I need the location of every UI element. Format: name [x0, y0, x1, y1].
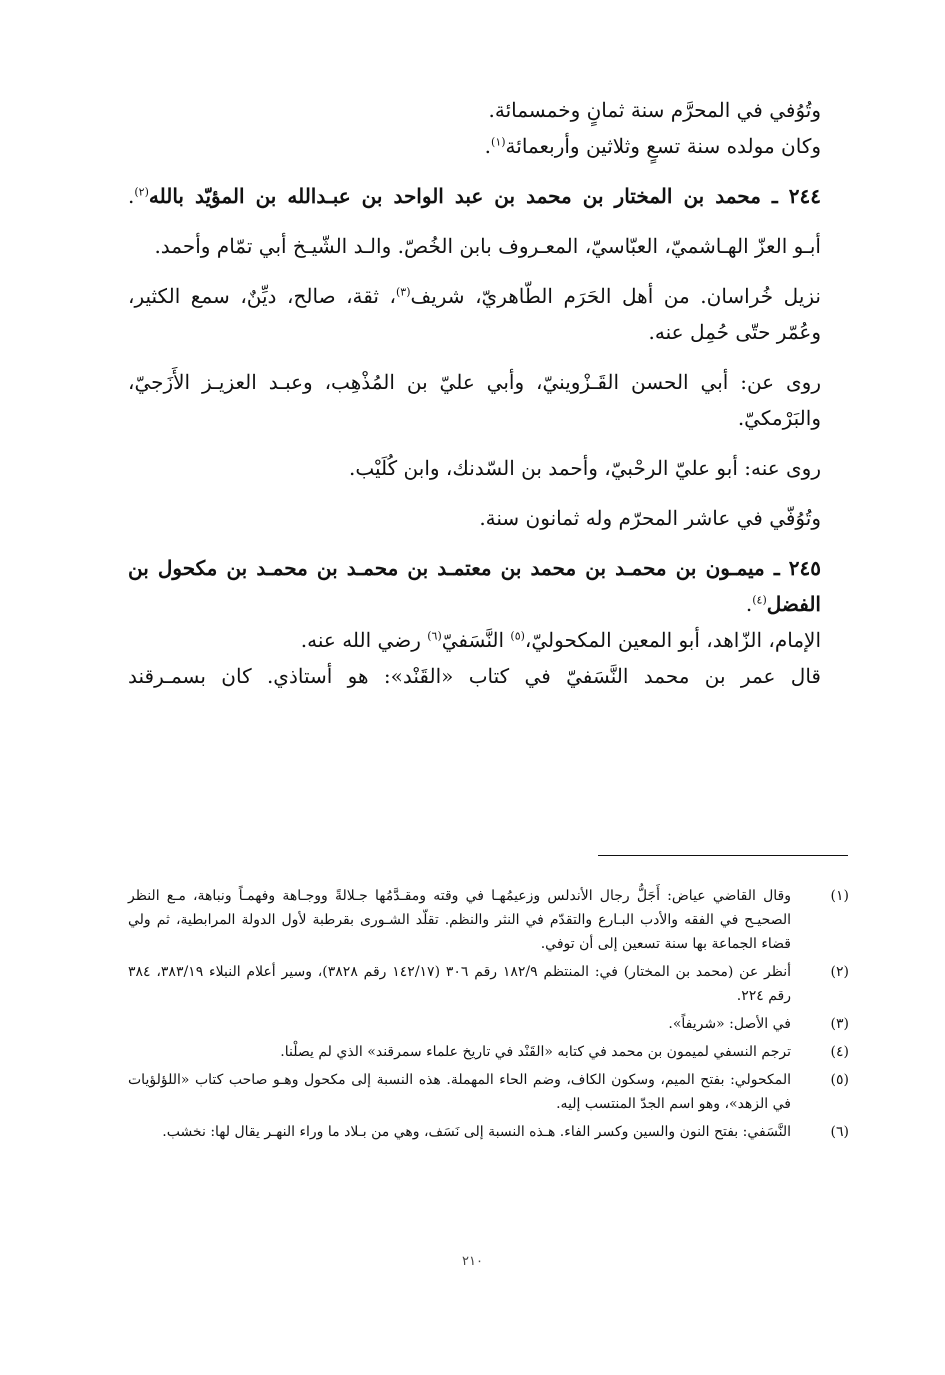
footnote-item — [128, 1120, 849, 1144]
footnote-item — [128, 884, 849, 956]
entry-separator: ـ — [760, 184, 789, 208]
footnotes — [128, 884, 849, 1148]
paragraph-text: أبـو العزّ الهـاشميّ، العبّاسيّ، المعـروف بابن الخُصّ. والـد الشّيـخ أبي تمّام وأحمد. — [154, 234, 821, 258]
paragraph-text: قال عمر بن محمد النَّسَفيّ في كتاب «القَنْد»: هو أستاذي. كان بسمـرقند — [128, 664, 821, 688]
footnote-text: وقال القاضي عياض: أَجَلُّ رجال الأندلس وزعيمُهـا في وقته ومقـدَّمُها جـلالةً ووجـاهة وفهمـاً ونباهة، مـع النظر الصحيـح في الفقه والأدب البـارع والتقدّم في النثر والنظم. تقلّد الشـورى بقرطبة لأول الدولة المرابطية، ثم ولي قضاء الجماعة بها سنة تسعين إلى أن توفي. — [128, 888, 791, 952]
footnote-text: في الأصل: «شريفاً». — [668, 1016, 791, 1032]
footnote-ref: (٢) — [134, 185, 149, 199]
paragraph-narrated-by — [128, 450, 849, 486]
paragraph-text: وتُوُفّي في عاشر المحرّم وله ثمانون سنة. — [479, 506, 821, 530]
footnote-number: (٥) — [830, 1072, 849, 1088]
punctuation: . — [484, 134, 492, 158]
paragraph-text: روى عنه: أبو عليّ الرحْبيّ، وأحمد بن السّدنك، وابن كُلَيْب. — [349, 456, 821, 480]
footnote-item — [128, 1040, 849, 1064]
entry-number: ٢٤٤ — [788, 184, 821, 208]
footnote-text: النَّسَفي: بفتح النون والسين وكسر الفاء. هـذه النسبة إلى نَسَف، وهي من بـلاد ما وراء النهـر يقال لها: نخشب. — [162, 1124, 791, 1140]
paragraph-text: النَّسَفيّ — [441, 628, 511, 652]
entry-title: ميمـون بن محمـد بن محمد بن معتمـد بن محمـد بن محمـد بن مكحول بن الفضل — [128, 556, 821, 616]
paragraph-death — [128, 500, 849, 536]
entry-separator: ـ — [764, 556, 789, 580]
paragraph-text: ، ثقة، صالح، ديِّنٌ، سمع الكثير، وعُمّر حتّى حُمِل عنه. — [128, 284, 821, 344]
footnote-ref: (٦) — [427, 629, 442, 643]
paragraph-residence — [128, 278, 849, 350]
paragraph-kunya — [128, 228, 849, 264]
footnote-text: ترجم النسفي لميمون بن محمد في كتابه «القَنْد في تاريخ علماء سمرقند» الذي لم يصلْنا. — [280, 1044, 791, 1060]
paragraph-text: وكان مولده سنة تسعٍ وثلاثين وأربعمائة — [505, 134, 821, 158]
paragraph-text: نزيل خُراسان. من أهل الحَرَم الطّاهريّ، شريف — [410, 284, 821, 308]
paragraph-death-date — [128, 92, 849, 128]
footnote-ref: (١) — [491, 135, 506, 149]
punctuation: . — [745, 592, 753, 616]
paragraph-text: وتُوُفي في المحرَّم سنة ثمانٍ وخمسمائة. — [488, 98, 821, 122]
footnote-item — [128, 960, 849, 1008]
paragraph-text: الإمام، الزّاهد، أبو المعين المكحوليّ، — [524, 628, 821, 652]
paragraph-titles — [128, 622, 849, 658]
footnote-number: (٢) — [830, 964, 849, 980]
entry-heading-245 — [128, 550, 849, 622]
footnote-text: المكحولي: بفتح الميم، وسكون الكاف، وضم الحاء المهملة. هذه النسبة إلى مكحول وهـو صاحب كتاب «اللؤلؤيات في الزهد»، وهو اسم الجدّ المنتسب إليه. — [128, 1072, 791, 1112]
entry-title: محمد بن المختار بن محمد بن عبد الواحد بن عبـدالله بن المؤيّد بالله — [148, 184, 761, 208]
page-number: ٢١٠ — [462, 1254, 483, 1269]
entry-heading-244 — [128, 178, 849, 214]
footnote-ref: (٣) — [395, 285, 411, 299]
footnote-item — [128, 1012, 849, 1036]
paragraph-narrated-from — [128, 364, 849, 436]
footnote-text: أنظر عن (محمد بن المختار) في: المنتظم ١٨٢/٩ رقم ٣٠٦ (١٤٢/١٧ رقم ٣٨٢٨)، وسير أعلام النبلاء ٣٨٣/١٩، ٣٨٤ رقم ٢٢٤. — [128, 964, 792, 1004]
footnote-number: (٣) — [830, 1016, 849, 1032]
entry-number: ٢٤٥ — [788, 556, 821, 580]
paragraph-text: روى عن: أبي الحسن القَـزْوينيّ، وأبي عليّ بن المُذْهِب، وعبـد العزيـز الأَزَجيّ، والبَرْمكيّ. — [128, 370, 821, 430]
footnote-number: (١) — [830, 888, 849, 904]
main-text — [128, 92, 849, 694]
paragraph-text: رضي الله عنه. — [300, 628, 428, 652]
footnote-item — [128, 1068, 849, 1116]
punctuation: . — [128, 184, 135, 208]
paragraph-quote — [128, 658, 849, 694]
footnote-ref: (٤) — [752, 593, 767, 607]
footnote-ref: (٥) — [510, 629, 525, 643]
footnote-divider — [598, 855, 848, 856]
footnote-number: (٦) — [830, 1124, 849, 1140]
footnote-number: (٤) — [830, 1044, 849, 1060]
paragraph-birth-date — [128, 128, 849, 164]
